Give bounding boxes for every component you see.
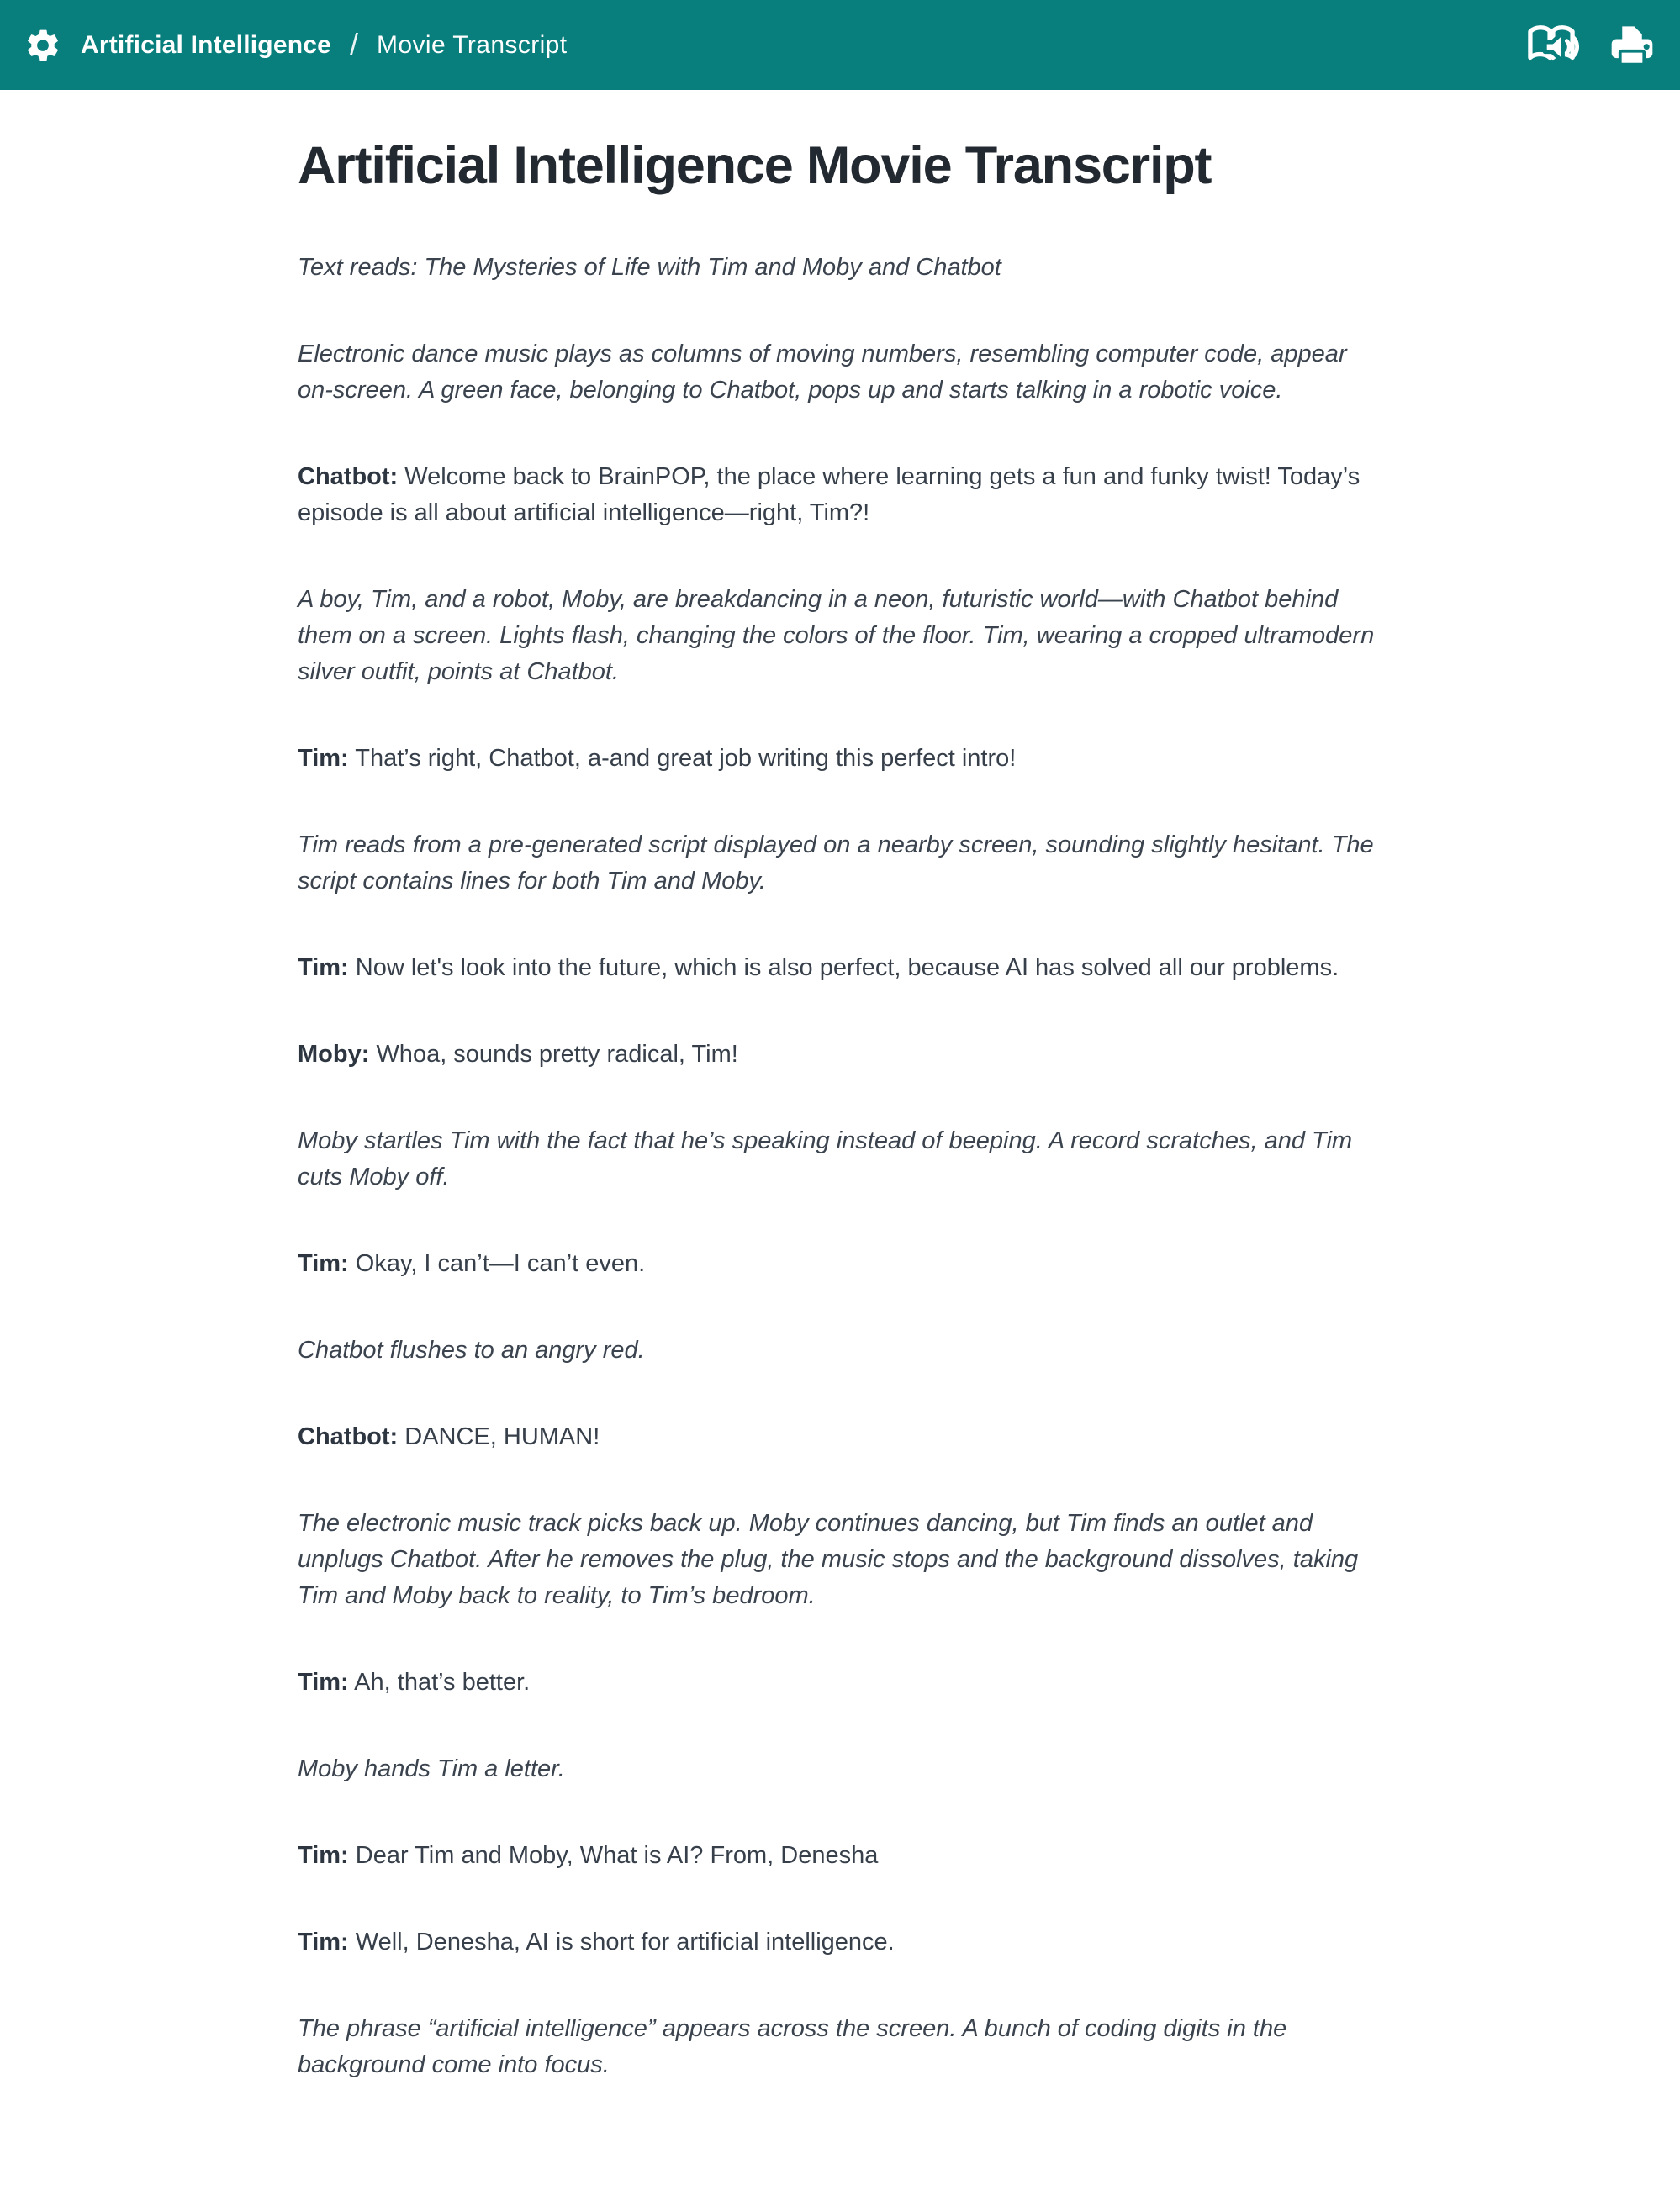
speaker-name: Tim:: [298, 1929, 349, 1956]
read-aloud-icon: [1524, 23, 1579, 68]
speaker-name: Chatbot:: [298, 463, 399, 490]
stage-direction-text: Moby hands Tim a letter.: [298, 1755, 565, 1782]
transcript-body: [298, 250, 1382, 2083]
dialogue-line: [298, 1838, 1382, 1874]
dialogue-line: [298, 1419, 1382, 1455]
stage-direction-text: Text reads: The Mysteries of Life with Tim and Moby and Chatbot: [298, 254, 1001, 281]
stage-direction: [298, 2011, 1382, 2083]
breadcrumb-topic: Artificial Intelligence: [81, 30, 332, 59]
stage-direction: [298, 582, 1382, 690]
stage-direction-text: The electronic music track picks back up. Moby continues dancing, but Tim finds an outlet and unplugs Chatbot. After he removes the plug, the music stops and the background dissolves, taking Tim and Moby back to reality, to Tim’s bedroom.: [298, 1510, 1359, 1609]
stage-direction-text: A boy, Tim, and a robot, Moby, are breakdancing in a neon, futuristic world—with Chatbot behind them on a screen. Lights flash, changing the colors of the floor. Tim, wearing a cropped ultramodern silver outfit, points at Chatbot.: [298, 586, 1375, 685]
speaker-name: Tim:: [298, 745, 349, 772]
dialogue-line: [298, 459, 1382, 531]
speaker-name: Tim:: [298, 954, 349, 981]
print-button[interactable]: [1609, 24, 1655, 67]
dialogue-text: DANCE, HUMAN!: [404, 1423, 600, 1450]
speaker-name: Chatbot:: [298, 1423, 399, 1450]
read-aloud-button[interactable]: [1524, 23, 1579, 68]
dialogue-text: Well, Denesha, AI is short for artificial intelligence.: [355, 1929, 895, 1956]
stage-direction: [298, 1506, 1382, 1614]
stage-direction-text: Moby startles Tim with the fact that he’s speaking instead of beeping. A record scratches, and Tim cuts Moby off.: [298, 1127, 1353, 1190]
speaker-name: Tim:: [298, 1250, 349, 1277]
dialogue-line: [298, 1924, 1382, 1961]
dialogue-text: Okay, I can’t—I can’t even.: [355, 1250, 646, 1277]
dialogue-line: [298, 741, 1382, 777]
stage-direction: [298, 250, 1382, 286]
dialogue-line: [298, 1037, 1382, 1073]
dialogue-line: [298, 1665, 1382, 1701]
speaker-name: Moby:: [298, 1041, 370, 1068]
speaker-name: Tim:: [298, 1842, 349, 1869]
top-bar: [0, 0, 1680, 90]
transcript-article: [298, 90, 1382, 2083]
dialogue-line: [298, 1246, 1382, 1282]
stage-direction-text: Electronic dance music plays as columns of moving numbers, resembling computer code, appear on-screen. A green face, belonging to Chatbot, pops up and starts talking in a robotic voice.: [298, 340, 1347, 404]
stage-direction-text: The phrase “artificial intelligence” appears across the screen. A bunch of coding digits in the background come into focus.: [298, 2015, 1287, 2078]
breadcrumb-topic-link[interactable]: [24, 26, 331, 65]
dialogue-text: Whoa, sounds pretty radical, Tim!: [376, 1041, 738, 1068]
dialogue-text: Ah, that’s better.: [354, 1669, 531, 1696]
breadcrumb-separator: /: [350, 26, 359, 61]
breadcrumb-page: Movie Transcript: [377, 30, 568, 59]
stage-direction: [298, 336, 1382, 409]
dialogue-text: Now let's look into the future, which is also perfect, because AI has solved all our problems.: [355, 954, 1339, 981]
stage-direction-text: Chatbot flushes to an angry red.: [298, 1337, 645, 1364]
print-icon: [1609, 24, 1655, 67]
gear-icon: [24, 26, 62, 65]
stage-direction: [298, 1333, 1382, 1369]
dialogue-text: Welcome back to BrainPOP, the place where learning gets a fun and funky twist! Today’s episode is all about artificial intelligence—right, Tim?!: [298, 463, 1360, 526]
topbar-actions: [1524, 23, 1655, 68]
dialogue-line: [298, 950, 1382, 986]
page-title: Artificial Intelligence Movie Transcript: [298, 136, 1212, 195]
stage-direction-text: Tim reads from a pre-generated script displayed on a nearby screen, sounding slightly hesitant. The script contains lines for both Tim and Moby.: [298, 831, 1374, 895]
stage-direction: [298, 1751, 1382, 1787]
dialogue-text: That’s right, Chatbot, a-and great job writing this perfect intro!: [355, 745, 1017, 772]
stage-direction: [298, 1123, 1382, 1196]
speaker-name: Tim:: [298, 1669, 349, 1696]
dialogue-text: Dear Tim and Moby, What is AI? From, Denesha: [355, 1842, 879, 1869]
stage-direction: [298, 827, 1382, 900]
